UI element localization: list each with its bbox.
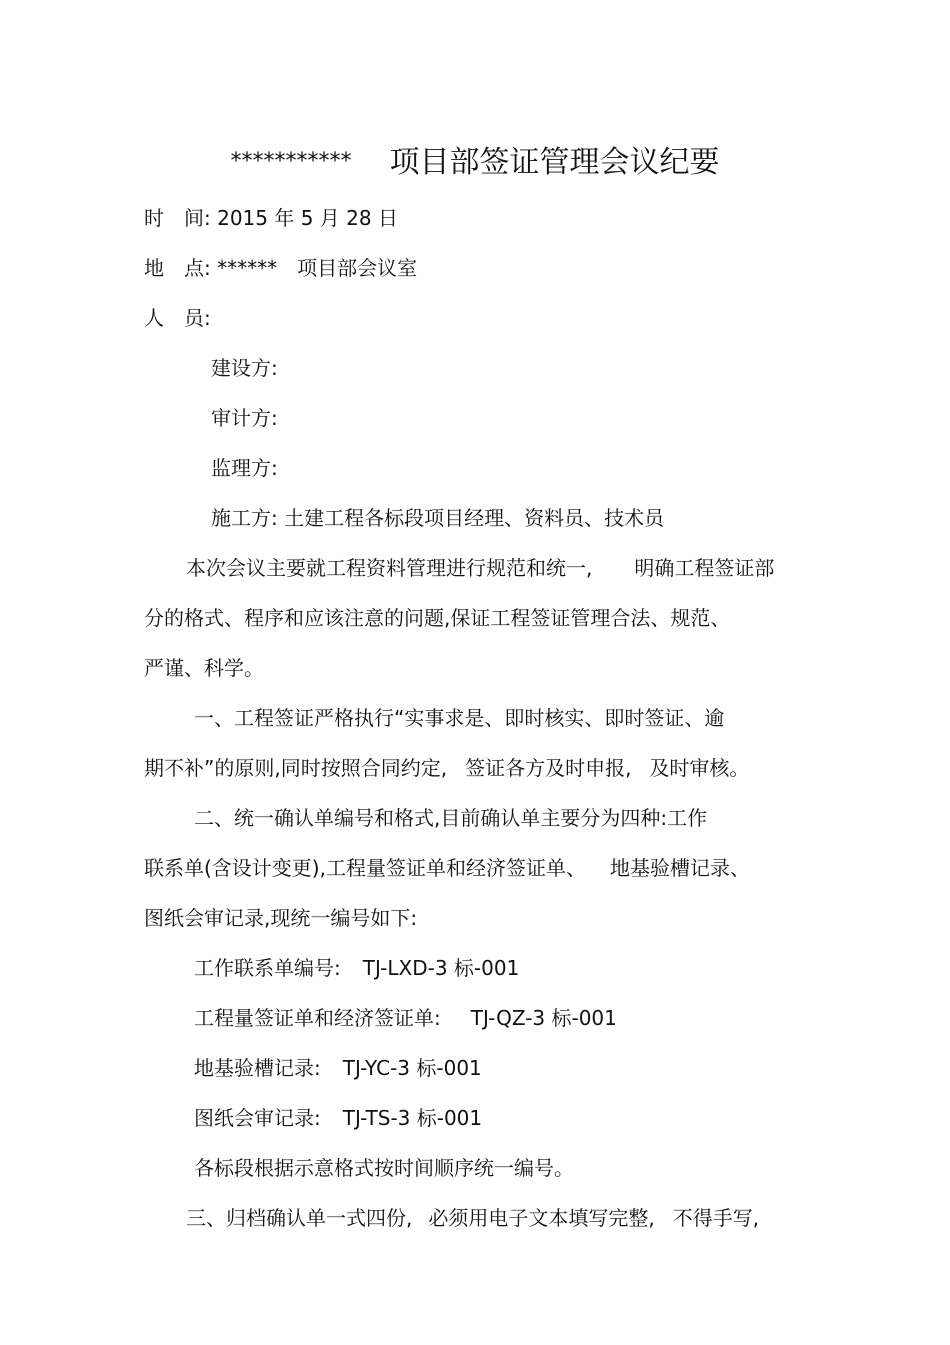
meta-people <box>144 305 211 331</box>
item1-line-2a: 期不补”的原则,同时按照合同约定, <box>144 756 448 780</box>
drawing-label: 图纸会审记录: <box>194 1106 321 1130</box>
item2-line-1: 二、统一确认单编号和格式,目前确认单主要分为四种:工作 <box>194 806 708 830</box>
numbering-note: 各标段根据示意格式按时间顺序统一编号。 <box>194 1156 574 1180</box>
place-value: ****** 项目部会议室 <box>217 256 418 280</box>
time-label: 时 间: <box>144 206 211 230</box>
meta-place <box>144 255 417 281</box>
item2-line-3: 图纸会审记录,现统一编号如下: <box>144 906 418 930</box>
intro-line-1a: 本次会议主要就工程资料管理进行规范和统一, <box>186 556 593 580</box>
item2-line-2a: 联系单(含设计变更),工程量签证单和经济签证单、 <box>144 856 586 880</box>
party-supervisor: 监理方: <box>211 456 278 480</box>
party-auditor: 审计方: <box>211 406 278 430</box>
people-label: 人 员: <box>144 306 211 330</box>
item1-line-1: 一、工程签证严格执行“实事求是、即时核实、即时签证、逾 <box>194 706 725 730</box>
intro-line-2: 分的格式、程序和应该注意的问题,保证工程签证管理合法、规范、 <box>144 606 731 630</box>
party-contractor: 施工方: 土建工程各标段项目经理、资料员、技术员 <box>211 506 665 530</box>
item3-line-1b: 必须用电子文本填写完整, <box>428 1206 655 1230</box>
place-label: 地 点: <box>144 256 211 280</box>
numbering-work-contact <box>194 955 519 981</box>
meta-time <box>144 205 398 231</box>
foundation-code: TJ-YC-3 标-001 <box>342 1056 482 1080</box>
drawing-code: TJ-TS-3 标-001 <box>342 1106 483 1130</box>
quantity-label: 工程量签证单和经济签证单: <box>194 1006 441 1030</box>
quantity-code: TJ-QZ-3 标-001 <box>470 1006 617 1030</box>
work-contact-code: TJ-LXD-3 标-001 <box>362 956 520 980</box>
title-stars: *********** <box>230 149 352 174</box>
item2-line-2 <box>144 855 750 881</box>
numbering-foundation <box>194 1055 482 1081</box>
time-value: 2015 年 5 月 28 日 <box>217 206 398 230</box>
intro-line-3: 严谨、科学。 <box>144 656 264 680</box>
item2-line-2b: 地基验槽记录、 <box>609 856 750 880</box>
foundation-label: 地基验槽记录: <box>194 1056 321 1080</box>
intro-line-1b: 明确工程签证部 <box>634 556 775 580</box>
title-text: 项目部签证管理会议纪要 <box>389 145 720 180</box>
item1-line-2c: 及时审核。 <box>649 756 750 780</box>
numbering-drawing <box>194 1105 482 1131</box>
party-construction-owner: 建设方: <box>211 356 278 380</box>
page-title <box>0 142 950 183</box>
item3-line-1c: 不得手写, <box>672 1206 760 1230</box>
intro-line-1 <box>186 555 774 581</box>
item3-line-1a: 三、归档确认单一式四份, <box>186 1206 413 1230</box>
item1-line-2 <box>144 755 749 781</box>
work-contact-label: 工作联系单编号: <box>194 956 341 980</box>
item1-line-2b: 签证各方及时申报, <box>465 756 632 780</box>
item3-line-1 <box>186 1205 759 1231</box>
numbering-quantity <box>194 1005 617 1031</box>
